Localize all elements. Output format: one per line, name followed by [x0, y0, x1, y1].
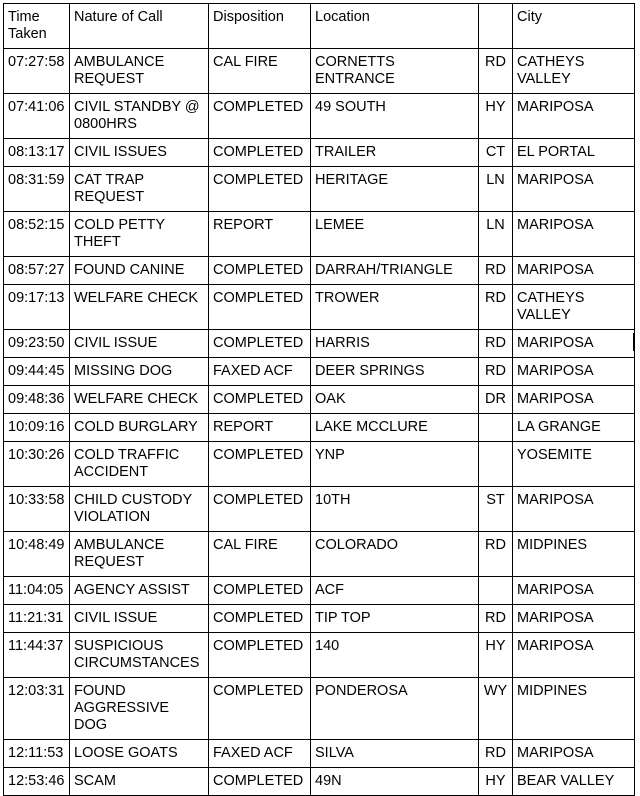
cell-street-suffix: RD — [479, 49, 513, 94]
cell-location: LAKE MCCLURE — [311, 414, 479, 442]
table-row — [4, 285, 635, 330]
table-row — [4, 442, 635, 487]
cell-nature-of-call: COLD TRAFFIC ACCIDENT — [70, 442, 209, 487]
cell-nature-of-call: SCAM — [70, 768, 209, 796]
cell-time-taken: 09:17:13 — [4, 285, 70, 330]
cell-location: PONDEROSA — [311, 678, 479, 740]
cell-disposition: COMPLETED — [209, 577, 311, 605]
cell-time-taken: 08:13:17 — [4, 139, 70, 167]
cell-street-suffix: RD — [479, 358, 513, 386]
cell-street-suffix — [479, 414, 513, 442]
cell-nature-of-call: MISSING DOG — [70, 358, 209, 386]
cell-time-taken: 09:23:50 — [4, 330, 70, 358]
cell-city: MARIPOSA — [513, 605, 635, 633]
cell-time-taken: 11:21:31 — [4, 605, 70, 633]
table-row — [4, 414, 635, 442]
header-nature-of-call: Nature of Call — [70, 4, 209, 49]
cell-nature-of-call: AMBULANCE REQUEST — [70, 532, 209, 577]
cell-disposition: FAXED ACF — [209, 740, 311, 768]
cell-disposition: COMPLETED — [209, 633, 311, 678]
cell-city: MIDPINES — [513, 678, 635, 740]
cell-time-taken: 12:03:31 — [4, 678, 70, 740]
header-city: City — [513, 4, 635, 49]
cell-city: LA GRANGE — [513, 414, 635, 442]
cell-location: TIP TOP — [311, 605, 479, 633]
table-row — [4, 94, 635, 139]
cell-street-suffix: CT — [479, 139, 513, 167]
table-row — [4, 605, 635, 633]
cell-street-suffix: ST — [479, 487, 513, 532]
cell-city: MARIPOSA — [513, 358, 635, 386]
cell-nature-of-call: CAT TRAP REQUEST — [70, 167, 209, 212]
cell-time-taken: 10:33:58 — [4, 487, 70, 532]
cell-time-taken: 09:44:45 — [4, 358, 70, 386]
cell-disposition: COMPLETED — [209, 257, 311, 285]
header-row — [4, 4, 635, 49]
cell-disposition: COMPLETED — [209, 487, 311, 532]
cell-disposition: CAL FIRE — [209, 532, 311, 577]
cell-location: COLORADO — [311, 532, 479, 577]
cell-street-suffix — [479, 577, 513, 605]
cell-time-taken: 10:48:49 — [4, 532, 70, 577]
cell-nature-of-call: CIVIL ISSUE — [70, 330, 209, 358]
call-log-table — [3, 3, 635, 796]
call-log-body — [4, 49, 635, 796]
table-row — [4, 577, 635, 605]
cell-street-suffix: RD — [479, 330, 513, 358]
cell-time-taken: 08:52:15 — [4, 212, 70, 257]
cell-location: OAK — [311, 386, 479, 414]
table-row — [4, 358, 635, 386]
cell-disposition: COMPLETED — [209, 167, 311, 212]
cell-disposition: COMPLETED — [209, 94, 311, 139]
table-row — [4, 330, 635, 358]
cell-disposition: FAXED ACF — [209, 358, 311, 386]
cell-city: MARIPOSA — [513, 386, 635, 414]
cell-street-suffix: RD — [479, 532, 513, 577]
cell-time-taken: 07:27:58 — [4, 49, 70, 94]
cell-location: 140 — [311, 633, 479, 678]
cell-nature-of-call: FOUND CANINE — [70, 257, 209, 285]
cell-location: HERITAGE — [311, 167, 479, 212]
cell-street-suffix: LN — [479, 167, 513, 212]
cell-street-suffix: HY — [479, 94, 513, 139]
cell-nature-of-call: CHILD CUSTODY VIOLATION — [70, 487, 209, 532]
cell-city: MARIPOSA — [513, 577, 635, 605]
cell-city: MARIPOSA — [513, 212, 635, 257]
cell-time-taken: 11:44:37 — [4, 633, 70, 678]
cell-location: LEMEE — [311, 212, 479, 257]
cell-street-suffix: HY — [479, 633, 513, 678]
cell-location: 49N — [311, 768, 479, 796]
header-disposition: Disposition — [209, 4, 311, 49]
cell-nature-of-call: LOOSE GOATS — [70, 740, 209, 768]
header-time-taken: Time Taken — [4, 4, 70, 49]
cell-nature-of-call: SUSPICIOUS CIRCUMSTANCES — [70, 633, 209, 678]
cell-street-suffix: RD — [479, 740, 513, 768]
cell-nature-of-call: COLD BURGLARY — [70, 414, 209, 442]
cell-disposition: COMPLETED — [209, 285, 311, 330]
table-row — [4, 768, 635, 796]
cell-city: BEAR VALLEY — [513, 768, 635, 796]
cell-city: CATHEYS VALLEY — [513, 49, 635, 94]
cell-location: 10TH — [311, 487, 479, 532]
cell-disposition: COMPLETED — [209, 330, 311, 358]
table-row — [4, 212, 635, 257]
cell-street-suffix: RD — [479, 605, 513, 633]
cell-location: HARRIS — [311, 330, 479, 358]
cell-city: YOSEMITE — [513, 442, 635, 487]
cell-nature-of-call: AGENCY ASSIST — [70, 577, 209, 605]
table-row — [4, 678, 635, 740]
cell-location: YNP — [311, 442, 479, 487]
cell-city: MARIPOSA — [513, 633, 635, 678]
cell-time-taken: 07:41:06 — [4, 94, 70, 139]
cell-location: ACF — [311, 577, 479, 605]
table-row — [4, 167, 635, 212]
cell-disposition: REPORT — [209, 414, 311, 442]
cell-location: TROWER — [311, 285, 479, 330]
cell-city: MARIPOSA — [513, 487, 635, 532]
cell-street-suffix: HY — [479, 768, 513, 796]
cell-time-taken: 10:09:16 — [4, 414, 70, 442]
table-row — [4, 633, 635, 678]
cell-nature-of-call: CIVIL ISSUE — [70, 605, 209, 633]
table-row — [4, 532, 635, 577]
cell-time-taken: 08:31:59 — [4, 167, 70, 212]
cell-city: MARIPOSA — [513, 330, 635, 358]
cell-location: 49 SOUTH — [311, 94, 479, 139]
cell-street-suffix: RD — [479, 285, 513, 330]
cell-nature-of-call: CIVIL STANDBY @ 0800HRS — [70, 94, 209, 139]
cell-city: MARIPOSA — [513, 167, 635, 212]
cell-time-taken: 11:04:05 — [4, 577, 70, 605]
table-row — [4, 139, 635, 167]
cell-street-suffix: LN — [479, 212, 513, 257]
table-row — [4, 487, 635, 532]
cell-time-taken: 12:53:46 — [4, 768, 70, 796]
cell-city: CATHEYS VALLEY — [513, 285, 635, 330]
cell-nature-of-call: WELFARE CHECK — [70, 386, 209, 414]
header-street-suffix — [479, 4, 513, 49]
cell-city: MARIPOSA — [513, 94, 635, 139]
cell-city: EL PORTAL — [513, 139, 635, 167]
table-row — [4, 49, 635, 94]
cell-nature-of-call: FOUND AGGRESSIVE DOG — [70, 678, 209, 740]
cell-time-taken: 09:48:36 — [4, 386, 70, 414]
table-row — [4, 386, 635, 414]
cell-nature-of-call: AMBULANCE REQUEST — [70, 49, 209, 94]
cell-location: DEER SPRINGS — [311, 358, 479, 386]
cell-disposition: COMPLETED — [209, 442, 311, 487]
cell-city: MIDPINES — [513, 532, 635, 577]
cell-street-suffix — [479, 442, 513, 487]
cell-time-taken: 10:30:26 — [4, 442, 70, 487]
cell-disposition: COMPLETED — [209, 139, 311, 167]
cell-nature-of-call: WELFARE CHECK — [70, 285, 209, 330]
cell-disposition: REPORT — [209, 212, 311, 257]
cell-disposition: COMPLETED — [209, 768, 311, 796]
cell-disposition: COMPLETED — [209, 678, 311, 740]
cell-nature-of-call: COLD PETTY THEFT — [70, 212, 209, 257]
table-row — [4, 740, 635, 768]
cell-location: CORNETTS ENTRANCE — [311, 49, 479, 94]
cell-disposition: COMPLETED — [209, 605, 311, 633]
cell-location: SILVA — [311, 740, 479, 768]
cell-location: TRAILER — [311, 139, 479, 167]
cell-nature-of-call: CIVIL ISSUES — [70, 139, 209, 167]
cell-street-suffix: RD — [479, 257, 513, 285]
cell-city: MARIPOSA — [513, 740, 635, 768]
header-location: Location — [311, 4, 479, 49]
cell-time-taken: 12:11:53 — [4, 740, 70, 768]
cell-city: MARIPOSA — [513, 257, 635, 285]
cell-time-taken: 08:57:27 — [4, 257, 70, 285]
cell-street-suffix: DR — [479, 386, 513, 414]
cell-disposition: COMPLETED — [209, 386, 311, 414]
edge-mark — [633, 333, 634, 351]
cell-street-suffix: WY — [479, 678, 513, 740]
cell-location: DARRAH/TRIANGLE — [311, 257, 479, 285]
table-row — [4, 257, 635, 285]
cell-disposition: CAL FIRE — [209, 49, 311, 94]
